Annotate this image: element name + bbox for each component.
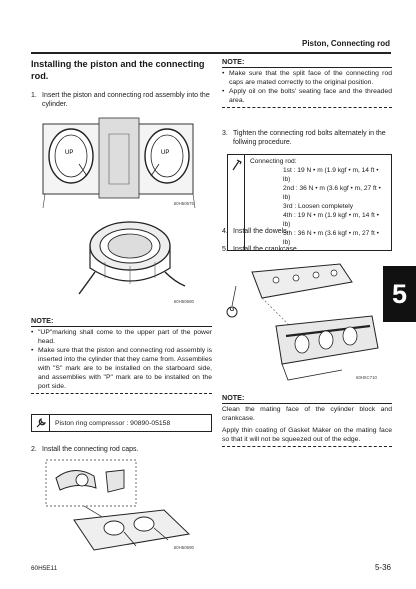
step-5	[222, 245, 392, 254]
note-bullet: • "UP"marking shall come to the upper part of the power head.	[31, 329, 212, 345]
compressor-illustration	[75, 216, 195, 300]
torque-step: 4th : 19 N • m (1.9 kgf • m, 14 ft • lb)	[283, 212, 379, 228]
footer-manual-code: 60H5E11	[31, 565, 58, 572]
figure-code: 60H5C710	[356, 375, 377, 380]
torque-step: 5th : 36 N • m (3.6 kgf • m, 27 ft • lb)	[283, 230, 379, 246]
figure-rod-caps	[44, 458, 196, 554]
torque-step: 1st : 19 N • m (1.9 kgf • m, 14 ft • lb)	[283, 167, 379, 183]
step-text: Tighten the connecting rod bolts alternately in the follwing procedure.	[233, 130, 386, 147]
figure-crankcase	[222, 258, 382, 386]
note-heading: NOTE:	[222, 57, 245, 66]
step-4	[222, 227, 392, 236]
step-number: 4.	[222, 228, 228, 235]
figure-code: 60H50690	[173, 545, 194, 550]
step-2	[31, 445, 212, 454]
step-1	[31, 91, 212, 110]
step-text: Install the dowels.	[233, 228, 289, 235]
special-tool-box	[31, 414, 212, 432]
note-heading: NOTE:	[31, 316, 54, 325]
step-number: 1.	[31, 92, 37, 99]
crankcase-illustration	[222, 258, 382, 386]
note-rule	[222, 403, 392, 404]
figure-cylinder-insert	[39, 114, 197, 210]
step-text: Insert the piston and connecting rod assembly into the cylinder.	[42, 92, 210, 109]
step-number: 5.	[222, 246, 228, 253]
svg-text:UP: UP	[65, 150, 74, 156]
header-rule	[31, 52, 391, 54]
torque-spec-box	[227, 154, 392, 251]
section-heading: Installing the piston and the connecting rod.	[31, 59, 205, 81]
step-3	[222, 129, 392, 148]
step-text: Install the crankcase.	[233, 246, 299, 253]
chapter-tab: 5	[383, 266, 416, 322]
note-end-rule	[31, 393, 212, 394]
note-heading: NOTE:	[222, 393, 245, 402]
figure-ring-compressor	[75, 216, 195, 300]
footer-page-number: 5-36	[374, 563, 391, 572]
note-end-rule	[222, 446, 392, 447]
svg-text:UP: UP	[161, 150, 170, 156]
note-bullet: • Make sure that the piston and connecting rod assembly is inserted into the cylinder that they came from. Assemblies with "S" mark are to be installed on the starboard side, and assemblies with "P" mark are to be installed on the port side.	[31, 347, 212, 390]
note-block-right-top	[222, 57, 392, 108]
figure-code: 60H50680	[173, 299, 194, 304]
cylinder-illustration	[39, 114, 197, 210]
torque-step: 3rd : Loosen completely	[283, 203, 354, 210]
torque-title: Connecting rod:	[250, 158, 297, 165]
step-text: Install the connecting rod caps.	[42, 446, 139, 453]
wrench-tool-icon	[32, 415, 50, 431]
note-bullet: • Apply oil on the bolts' seating face and the threaded area.	[222, 88, 392, 104]
note-end-rule	[222, 107, 392, 108]
step-number: 2.	[31, 446, 37, 453]
note-rule	[31, 326, 212, 327]
figure-code: 60H50675	[173, 201, 194, 206]
note-bullet: • Make sure that the split face of the connecting rod caps are mated correctly to the original position.	[222, 70, 392, 86]
section-title: Piston, Connecting rod	[302, 39, 390, 48]
tool-description: Piston ring compressor : 90890-05158	[55, 419, 171, 427]
torque-step: 2nd : 36 N • m (3.6 kgf • m, 27 ft • lb)	[283, 185, 381, 201]
note-rule	[222, 67, 392, 68]
figure-callout-label: G	[229, 307, 235, 313]
note-block-left	[31, 316, 212, 394]
note-block-right-bottom	[222, 393, 392, 447]
note-paragraph: Apply thin coating of Gasket Maker on the mating face so that it will not be squeezed out of the edge.	[222, 427, 392, 443]
step-number: 3.	[222, 130, 228, 137]
rod-caps-illustration	[44, 458, 196, 554]
note-paragraph: Clean the mating face of the cylinder block and crankcase.	[222, 406, 392, 422]
